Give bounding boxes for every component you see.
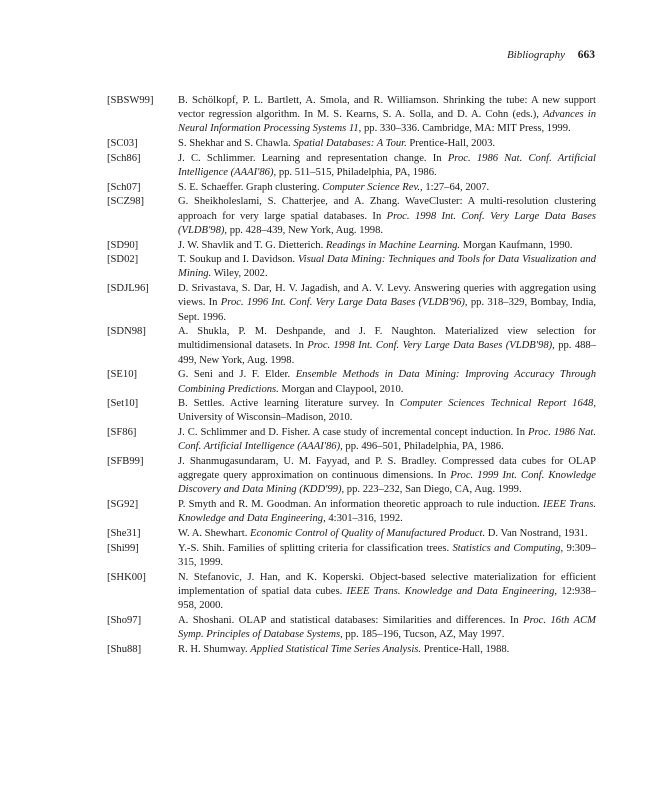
bib-text <box>178 427 596 452</box>
bib-key: [SD02] <box>107 254 139 266</box>
bib-key: [SD90] <box>107 239 139 251</box>
bib-text-run: Prentice-Hall, 2003. <box>406 138 496 150</box>
bib-entry <box>107 455 596 498</box>
bib-entry <box>107 152 596 180</box>
bib-entry <box>107 181 596 195</box>
bib-text-run: S. E. Schaeffer. Graph clustering. <box>178 181 323 193</box>
bib-text-run: T. Soukup and I. Davidson. <box>178 254 298 266</box>
bib-text-run: , 12:938–958, 2000. <box>178 585 596 612</box>
bib-text-run: P. Smyth and R. M. Goodman. An information theoretic approach to rule induction. <box>178 499 543 511</box>
bib-key: [Shi99] <box>107 542 139 554</box>
bib-key: [SG92] <box>107 499 139 511</box>
bib-text <box>178 499 596 524</box>
bib-text-run: , 1:27–64, 2007. <box>420 181 490 193</box>
bib-text-run: S. Shekhar and S. Chawla. <box>178 138 294 150</box>
bib-text-run: , pp. 428–439, New York, Aug. 1998. <box>224 224 384 236</box>
bib-text-italic: Proc. 1998 Int. Conf. Very Large Data Bases (VLDB'98) <box>178 210 596 236</box>
bib-text-italic: Proc. 1986 Nat. Conf. Artificial Intelligence (AAAI'86) <box>178 427 596 453</box>
bib-entry <box>107 397 596 425</box>
bib-text-run: Morgan Kaufmann, 1990. <box>460 239 573 251</box>
bib-text-italic: IEEE Trans. Knowledge and Data Engineering <box>346 585 555 597</box>
bib-text-run: , 4:301–316, 1992. <box>323 513 403 525</box>
bib-text-italic: Readings in Machine Learning. <box>325 239 461 251</box>
bib-text-italic: Proc. 1996 Int. Conf. Very Large Data Bases (VLDB'96) <box>220 297 465 309</box>
bib-text-run: W. A. Shewhart. <box>178 528 250 540</box>
bib-text-italic: Proc. 1986 Nat. Conf. Artificial Intelligence (AAAI'86) <box>178 152 596 179</box>
bib-text-run: , pp. 223–232, San Diego, CA, Aug. 1999. <box>341 484 522 496</box>
bib-text-run: , pp. 185–196, Tucson, AZ, May 1997. <box>340 629 505 641</box>
bib-key: [SBSW99] <box>107 95 154 106</box>
bib-text-run: G. Seni and J. F. Elder. <box>178 369 296 381</box>
running-header <box>507 49 595 61</box>
bib-text <box>178 283 596 322</box>
bib-key: [Sch07] <box>107 181 141 193</box>
bib-key: [SHK00] <box>107 571 146 583</box>
bib-text-italic: Applied Statistical Time Series Analysis. <box>250 643 422 655</box>
bib-text <box>178 326 596 365</box>
bib-text-italic: Ensemble Methods in Data Mining: Improving Accuracy Through Combining Predictions. <box>178 369 596 395</box>
bib-text-run: R. H. Shumway. <box>178 643 251 655</box>
bib-key: [Sho97] <box>107 614 142 626</box>
bib-entry <box>107 527 596 541</box>
bib-text-italic: Statistics and Computing <box>452 542 561 554</box>
bib-text <box>178 138 495 149</box>
bib-text <box>178 95 596 134</box>
bib-entry <box>107 94 596 137</box>
bib-text-run: Y.-S. Shih. Families of splitting criteria for classification trees. <box>178 542 453 554</box>
bib-text-run: J. C. Schlimmer. Learning and representation change. In <box>178 152 448 164</box>
bib-text-run: Prentice-Hall, 1988. <box>421 643 510 655</box>
bib-entry <box>107 195 596 238</box>
bib-text-run: , pp. 330–336. Cambridge, MA: MIT Press, 1999. <box>358 123 571 135</box>
bib-text <box>178 615 596 640</box>
bib-text-run: J. C. Schlimmer and D. Fisher. A case study of incremental concept induction. In <box>178 427 528 439</box>
bib-key: [SCZ98] <box>107 196 145 208</box>
bib-key: [She31] <box>107 528 141 540</box>
bibliography-list <box>107 94 596 657</box>
bib-key: [SDJL96] <box>107 283 149 295</box>
bib-entry <box>107 239 596 253</box>
bib-key: [Shu88] <box>107 643 142 655</box>
bib-text <box>178 240 573 251</box>
bib-entry <box>107 571 596 614</box>
bib-text-run: Morgan and Claypool, 2010. <box>278 383 404 395</box>
bib-text-run: , pp. 496–501, Philadelphia, PA, 1986. <box>340 441 504 453</box>
bib-text <box>178 398 596 423</box>
bib-text <box>178 456 596 495</box>
bib-key: [SFB99] <box>107 456 144 468</box>
bib-text <box>178 196 596 235</box>
bib-text-italic: Advances in Neural Information Processing Systems 11 <box>178 109 597 135</box>
bib-text-italic: Spatial Databases: A Tour. <box>293 138 407 150</box>
bib-text-italic: Visual Data Mining: Techniques and Tools for Data Visualization and Mining. <box>178 254 596 280</box>
bib-text <box>178 644 509 655</box>
page-number: 663 <box>577 49 595 61</box>
bib-text <box>178 182 489 193</box>
bib-key: [Sch86] <box>107 152 141 164</box>
bib-entry <box>107 253 596 281</box>
bib-text-italic: Proc. 16th ACM Symp. Principles of Database Systems <box>178 614 596 641</box>
bib-entry <box>107 542 596 570</box>
bib-text-run: N. Stefanovic, J. Han, and K. Koperski. Object-based selective materialization for efficient implementation of spatial data cubes. <box>178 571 596 597</box>
bib-text-run: G. Sheikholeslami, S. Chatterjee, and A. Zhang. WaveCluster: A multi-resolution clustering approach for very large spatial databases. In <box>178 196 596 222</box>
bib-entry <box>107 498 596 526</box>
bib-text-run: J. W. Shavlik and T. G. Dietterich. <box>178 239 326 251</box>
bib-entry <box>107 368 596 396</box>
bib-text-italic: Proc. 1998 Int. Conf. Very Large Data Bases (VLDB'98) <box>307 340 553 352</box>
bib-text-run: J. Shanmugasundaram, U. M. Fayyad, and P. S. Bradley. Compressed data cubes for OLAP aggregate query approximation on continuous dimensions. In <box>178 456 596 482</box>
bib-text-run: , pp. 511–515, Philadelphia, PA, 1986. <box>273 167 437 179</box>
bib-text-italic: Computer Sciences Technical Report 1648 <box>399 398 594 410</box>
bib-text-run: Wiley, 2002. <box>211 268 268 280</box>
bib-text <box>178 572 596 611</box>
bib-text-run: , pp. 488–499, New York, Aug. 1998. <box>178 340 597 366</box>
bib-text-run: , University of Wisconsin–Madison, 2010. <box>178 398 596 424</box>
bib-entry <box>107 325 596 368</box>
bib-text <box>178 369 596 394</box>
bib-text-run: D. Srivastava, S. Dar, H. V. Jagadish, and A. V. Levy. Answering queries with aggregation using views. In <box>178 283 596 309</box>
bib-key: [SF86] <box>107 427 137 439</box>
bib-text-italic: Proc. 1999 Int. Conf. Knowledge Discovery and Data Mining (KDD'99) <box>178 470 596 496</box>
bib-key: [SDN98] <box>107 326 146 338</box>
bib-text <box>178 254 596 279</box>
bib-text <box>178 543 596 568</box>
bib-text-run: , pp. 318–329, Bombay, India, Sept. 1996. <box>178 297 596 323</box>
bib-text-run: A. Shoshani. OLAP and statistical databases: Similarities and differences. In <box>178 614 524 626</box>
bib-text-italic: Economic Control of Quality of Manufactured Product. <box>250 528 486 540</box>
bib-key: [SC03] <box>107 138 138 150</box>
bib-entry <box>107 282 596 325</box>
bib-entry <box>107 137 596 151</box>
bib-entry <box>107 614 596 642</box>
bib-key: [SE10] <box>107 369 138 381</box>
bib-text-run: D. Van Nostrand, 1931. <box>485 528 588 540</box>
bib-text-italic: IEEE Trans. Knowledge and Data Engineering <box>178 499 596 525</box>
bib-text-run: B. Schölkopf, P. L. Bartlett, A. Smola, and R. Williamson. Shrinking the tube: A new support vector regression algorithm. In M. S. Kearns, S. A. Solla, and D. A. Cohn (eds.), <box>178 95 596 121</box>
bib-entry <box>107 426 596 454</box>
bib-text <box>178 528 588 539</box>
bib-text <box>178 153 596 178</box>
bib-text-run: B. Settles. Active learning literature survey. In <box>178 398 400 410</box>
bib-text-italic: Computer Science Rev. <box>322 181 421 193</box>
section-title: Bibliography <box>506 49 565 61</box>
bib-text-run: , 9:309–315, 1999. <box>178 542 596 568</box>
bib-key: [Set10] <box>107 398 139 410</box>
bib-entry <box>107 643 596 657</box>
bib-text-run: A. Shukla, P. M. Deshpande, and J. F. Naughton. Materialized view selection for multidimensional datasets. In <box>178 326 596 352</box>
